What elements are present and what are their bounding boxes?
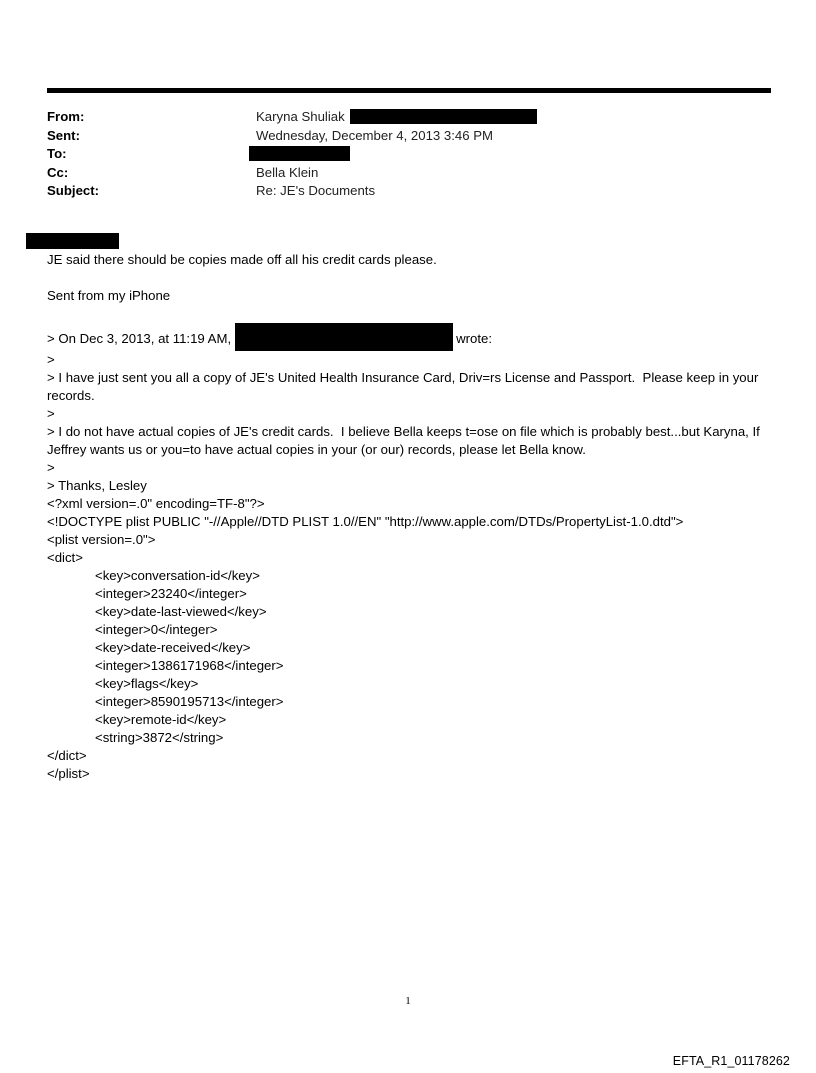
bates-number: EFTA_R1_01178262 bbox=[672, 1054, 790, 1068]
signature-line: Sent from my iPhone bbox=[47, 288, 171, 303]
from-row bbox=[47, 108, 767, 127]
cc-value: Bella Klein bbox=[256, 164, 319, 180]
subject-label: Subject: bbox=[47, 183, 100, 198]
plist-line: <string>3872</string> bbox=[95, 730, 224, 745]
quote-prefix: > On Dec 3, 2013, at 11:19 AM, bbox=[47, 331, 232, 346]
quote-header-line bbox=[47, 323, 772, 351]
sent-value: Wednesday, December 4, 2013 3:46 PM bbox=[256, 127, 494, 143]
plist-line: <integer>23240</integer> bbox=[95, 586, 247, 601]
blank-line bbox=[47, 305, 772, 323]
from-value: Karyna Shuliak bbox=[256, 109, 345, 124]
redaction-block bbox=[350, 109, 537, 124]
redaction-block bbox=[26, 233, 119, 249]
plist-line: </dict> bbox=[47, 748, 87, 763]
page-number: 1 bbox=[405, 995, 411, 1007]
blank-line bbox=[47, 269, 772, 287]
plist-line: <plist version=.0"> bbox=[47, 532, 156, 547]
plist-line: <key>conversation-id</key> bbox=[95, 568, 260, 583]
subject-value: Re: JE's Documents bbox=[256, 183, 376, 198]
plist-line: <!DOCTYPE plist PUBLIC "-//Apple//DTD PLIST 1.0//EN" "http://www.apple.com/DTDs/PropertyList-1.0.dtd"> bbox=[47, 514, 684, 529]
plist-line: <key>remote-id</key> bbox=[95, 712, 227, 727]
quote-blank-line: > bbox=[47, 406, 55, 421]
to-row bbox=[47, 145, 767, 164]
quote-suffix: wrote: bbox=[456, 331, 493, 346]
plist-line: </plist> bbox=[47, 766, 90, 781]
quote-line: > Thanks, Lesley bbox=[47, 478, 147, 493]
plist-line: <integer>0</integer> bbox=[95, 622, 218, 637]
plist-line: <key>date-last-viewed</key> bbox=[95, 604, 267, 619]
from-label: From: bbox=[47, 109, 85, 124]
sent-row bbox=[47, 127, 767, 146]
plist-line: <integer>1386171968</integer> bbox=[95, 658, 284, 673]
plist-line: <?xml version=.0" encoding=TF-8"?> bbox=[47, 496, 265, 511]
to-label: To: bbox=[47, 146, 67, 161]
plist-block bbox=[47, 495, 772, 783]
from-value-wrap bbox=[256, 108, 537, 127]
redaction-block bbox=[235, 323, 453, 351]
cc-row bbox=[47, 164, 767, 183]
plist-line: <integer>8590195713</integer> bbox=[95, 694, 284, 709]
email-body bbox=[47, 251, 772, 783]
cc-label: Cc: bbox=[47, 164, 69, 180]
sent-label: Sent: bbox=[47, 127, 80, 143]
plist-line: <key>date-received</key> bbox=[95, 640, 251, 655]
subject-row bbox=[47, 182, 767, 201]
quote-blank-line: > bbox=[47, 352, 55, 367]
email-header bbox=[47, 108, 767, 201]
plist-line: <key>flags</key> bbox=[95, 676, 199, 691]
plist-line: <dict> bbox=[47, 550, 83, 565]
to-value-wrap bbox=[256, 145, 350, 164]
body-line: JE said there should be copies made off all his credit cards please. bbox=[47, 252, 437, 267]
quote-line: > I do not have actual copies of JE's credit cards. I believe Bella keeps t=ose on file which is probably best...but Karyna, If Jeffrey wants us or you=to have actual copies in your (or our) records, please let Bella know. bbox=[47, 424, 764, 457]
quote-blank-line: > bbox=[47, 460, 55, 475]
quote-line: > I have just sent you all a copy of JE's United Health Insurance Card, Driv=rs License and Passport. Please keep in your records. bbox=[47, 370, 763, 403]
header-rule bbox=[47, 88, 771, 93]
redaction-block bbox=[249, 146, 350, 161]
